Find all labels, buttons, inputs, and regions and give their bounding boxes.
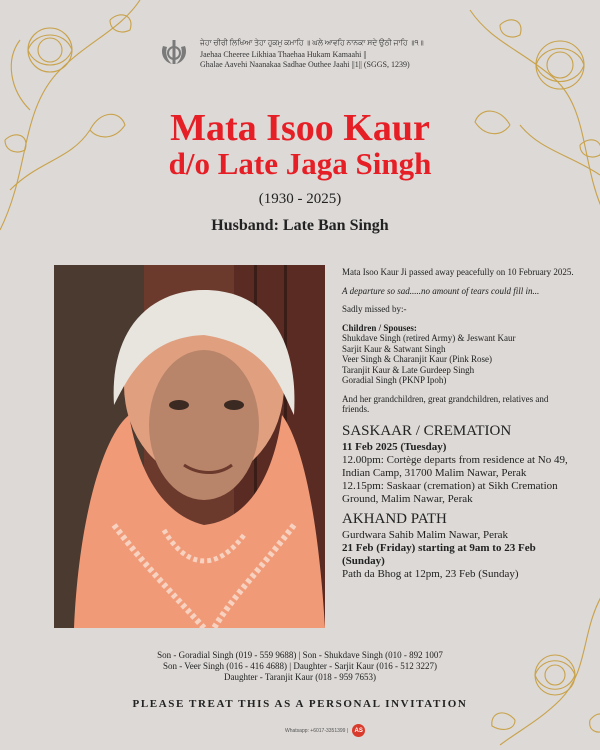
obituary-text	[342, 267, 577, 581]
child-item: Shukdave Singh (retired Army) & Jeswant Kaur	[342, 333, 516, 343]
akhand-path-venue: Gurdwara Sahib Malim Nawar, Perak	[342, 528, 509, 541]
husband-name: Husband: Late Ban Singh	[211, 217, 389, 234]
child-item: Sarjit Kaur & Satwant Singh	[342, 343, 446, 354]
contact-list	[0, 650, 600, 683]
departure-text: A departure so sad.....no amount of tears could fill in...	[342, 285, 540, 296]
cortege-text: 12.00pm: Cortège departs from residence at No 49, Indian Camp, 31700 Malim Nawar, Perak	[342, 453, 568, 479]
saskaar-title: SASKAAR / CREMATION	[342, 422, 512, 439]
akhand-path-section	[342, 511, 577, 581]
verse-line-2: Ghalae Aavehi Naanakaa Sadhae Outhee Jaahi ||1|| (SGGS, 1239)	[200, 60, 410, 69]
life-years: (1930 - 2025)	[258, 191, 342, 207]
children-heading: Children / Spouses:	[342, 322, 417, 333]
verse-transliteration	[200, 50, 410, 70]
scripture-header	[160, 38, 490, 78]
child-item: Taranjit Kaur & Late Gurdeep Singh	[342, 364, 475, 375]
portrait-photo	[54, 265, 325, 628]
whatsapp-text: Whatsapp: +6017-3351399 |	[285, 727, 349, 734]
bhog-text: Path da Bhog at 12pm, 23 Feb (Sunday)	[342, 567, 519, 580]
saskaar-date: 11 Feb 2025 (Tuesday)	[342, 440, 447, 453]
footer-credit	[285, 724, 365, 737]
saskaar-section	[342, 423, 577, 506]
personal-invitation-text: PLEASE TREAT THIS AS A PERSONAL INVITATION	[132, 698, 468, 710]
gurmukhi-verse: ਜੇਹਾ ਚੀਰੀ ਲਿਖਿਆ ਤੇਹਾ ਹੁਕਮੁ ਕਮਾਹਿ ॥ ਘਲੇ ਆਵਹਿ ਨਾਨਕਾ ਸਦੇ ਉਠੀ ਜਾਹਿ ॥੧॥	[200, 38, 424, 47]
deceased-name: Mata Isoo Kaur	[170, 107, 430, 149]
verse-line-1: Jaehaa Cheeree Likhiaa Thaehaa Hukam Kamaahi ||	[200, 50, 367, 59]
children-list	[342, 323, 577, 386]
grandchildren-text: And her grandchildren, great grandchildren, relatives and friends.	[342, 393, 549, 414]
child-item: Goradial Singh (PKNP Ipoh)	[342, 375, 447, 385]
akhand-path-title: AKHAND PATH	[342, 510, 447, 527]
child-item: Veer Singh & Charanjit Kaur (Pink Rose)	[342, 354, 492, 364]
publisher-logo-icon: AS	[352, 724, 365, 737]
intro-text: Mata Isoo Kaur Ji passed away peacefully on 10 February 2025.	[342, 267, 574, 277]
khanda-icon	[160, 38, 188, 68]
cremation-text: 12.15pm: Saskaar (cremation) at Sikh Cremation Ground, Malim Nawar, Perak	[342, 479, 558, 505]
deceased-relation: d/o Late Jaga Singh	[168, 146, 432, 181]
contact-line-3: Daughter - Taranjit Kaur (018 - 959 7653)	[224, 672, 376, 682]
missed-by-text: Sadly missed by:-	[342, 304, 407, 314]
contact-line-1: Son - Goradial Singh (019 - 559 9688) | Son - Shukdave Singh (010 - 892 1007	[157, 650, 443, 660]
akhand-path-dates: 21 Feb (Friday) starting at 9am to 23 Feb (Sunday)	[342, 541, 536, 567]
contact-line-2: Son - Veer Singh (016 - 416 4688) | Daughter - Sarjit Kaur (016 - 512 3227)	[162, 661, 438, 671]
